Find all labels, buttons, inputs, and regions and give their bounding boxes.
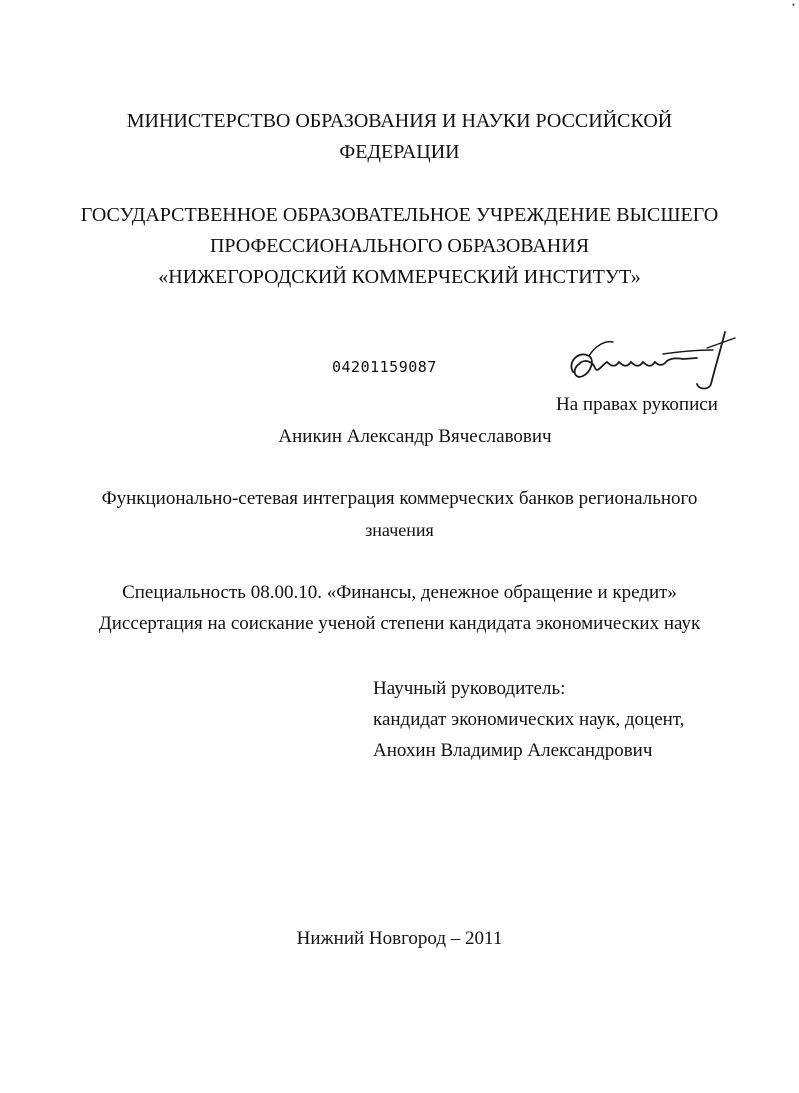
advisor-name: Анохин Владимир Александрович (373, 740, 653, 761)
dissertation-title-line-1: Функционально-сетевая интеграция коммерческих банков регионального (101, 488, 698, 509)
advisor-label: Научный руководитель: (373, 678, 566, 699)
author-name: Аникин Александр Вячеславович (278, 426, 552, 447)
ministry-line-2: ФЕДЕРАЦИИ (339, 141, 460, 163)
institution-line-3: «НИЖЕГОРОДСКИЙ КОММЕРЧЕСКИЙ ИНСТИТУТ» (158, 266, 641, 288)
degree-line: Диссертация на соискание ученой степени кандидата экономических наук (98, 613, 701, 634)
dissertation-title-line-2: значения (365, 520, 434, 540)
registration-code: 04201159087 (332, 358, 437, 376)
corner-mark: • (791, 0, 795, 10)
rights-note: На правах рукописи (556, 394, 718, 415)
handwritten-signature (565, 328, 740, 394)
city-year: Нижний Новгород – 2011 (296, 928, 503, 949)
specialty-line: Специальность 08.00.10. «Финансы, денежное обращение и кредит» (122, 582, 677, 603)
institution-line-2: ПРОФЕССИОНАЛЬНОГО ОБРАЗОВАНИЯ (209, 235, 590, 257)
institution-line-1: ГОСУДАРСТВЕННОЕ ОБРАЗОВАТЕЛЬНОЕ УЧРЕЖДЕНИЕ ВЫСШЕГО (80, 204, 719, 226)
ministry-line-1: МИНИСТЕРСТВО ОБРАЗОВАНИЯ И НАУКИ РОССИЙСКОЙ (126, 110, 673, 132)
advisor-degree: кандидат экономических наук, доцент, (373, 709, 685, 730)
